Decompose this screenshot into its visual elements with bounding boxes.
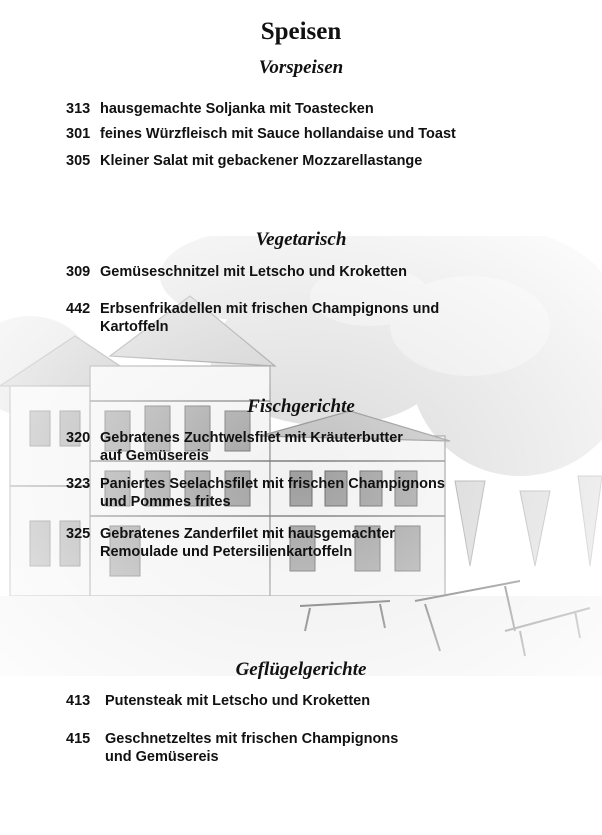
item-name: Erbsenfrikadellen mit frischen Champignons und Kartoffeln: [100, 301, 440, 335]
item-number: 415: [66, 731, 91, 747]
item-name: Kleiner Salat mit gebackener Mozzarellastange: [100, 153, 423, 169]
section-title-gefluegelgerichte: Geflügelgerichte: [235, 659, 367, 680]
section-title-vegetarisch: Vegetarisch: [255, 229, 347, 250]
item-name: Gebratenes Zuchtwelsfilet mit Kräuterbutter auf Gemüsereis: [100, 430, 403, 464]
item-name: Paniertes Seelachsfilet mit frischen Champignons und Pommes frites: [100, 476, 445, 510]
item-number: 442: [66, 301, 91, 317]
item-number: 301: [66, 126, 91, 142]
item-number: 413: [66, 693, 91, 709]
item-number: 320: [66, 430, 91, 446]
section-title-fischgerichte: Fischgerichte: [247, 396, 355, 417]
page-title: Speisen: [260, 18, 342, 45]
item-name: Gemüseschnitzel mit Letscho und Kroketten: [100, 264, 407, 280]
item-name: hausgemachte Soljanka mit Toastecken: [100, 101, 374, 117]
item-number: 325: [66, 526, 91, 542]
item-number: 309: [66, 264, 91, 280]
item-name: Geschnetzeltes mit frischen Champignons und Gemüsereis: [105, 731, 399, 765]
item-number: 305: [66, 153, 91, 169]
item-number: 313: [66, 101, 91, 117]
item-name: Putensteak mit Letscho und Kroketten: [105, 693, 371, 709]
item-number: 323: [66, 476, 91, 492]
item-name: feines Würzfleisch mit Sauce hollandaise und Toast: [100, 126, 456, 142]
item-name: Gebratenes Zanderfilet mit hausgemachter Remoulade und Petersilienkartoffeln: [100, 526, 395, 560]
section-title-vorspeisen: Vorspeisen: [258, 57, 344, 78]
